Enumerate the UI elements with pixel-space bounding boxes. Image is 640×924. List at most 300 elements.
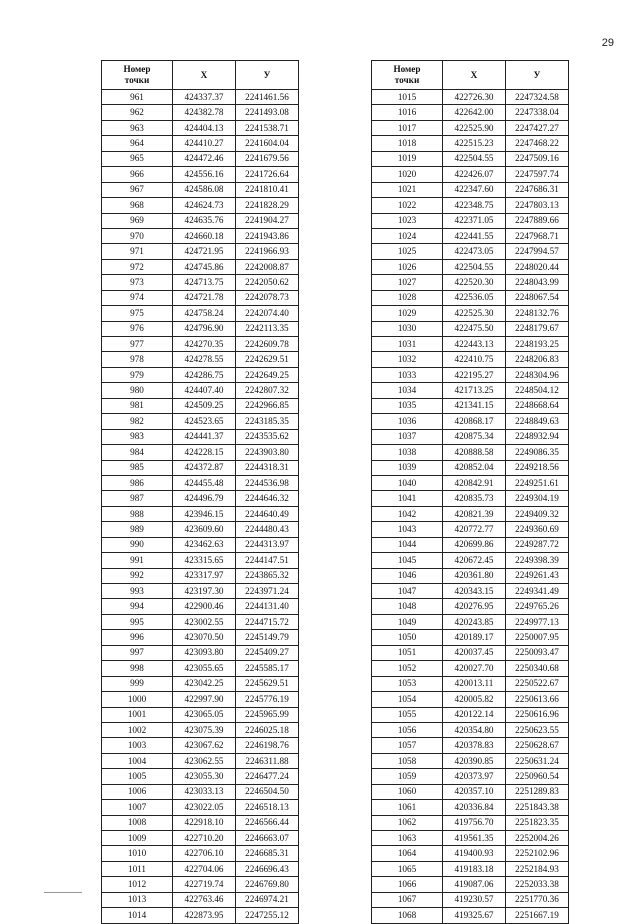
- table-row: [372, 568, 569, 583]
- table-row: [102, 306, 299, 321]
- point-number-cell: 1037: [372, 429, 443, 444]
- table-row: [102, 614, 299, 629]
- table-row: [372, 584, 569, 599]
- table-row: [372, 661, 569, 676]
- footer-rule: [44, 892, 82, 893]
- x-coordinate-cell: 422719.74: [173, 877, 236, 892]
- table-row: [372, 753, 569, 768]
- x-coordinate-cell: 422704.06: [173, 861, 236, 876]
- table-row: [102, 553, 299, 568]
- y-coordinate-cell: 2243903.80: [236, 445, 299, 460]
- x-coordinate-cell: 424635.76: [173, 213, 236, 228]
- x-coordinate-cell: 424286.75: [173, 367, 236, 382]
- x-coordinate-cell: 423042.25: [173, 676, 236, 691]
- x-coordinate-cell: 422473.05: [443, 244, 506, 259]
- x-coordinate-cell: 422410.75: [443, 352, 506, 367]
- table-row: [372, 460, 569, 475]
- y-coordinate-cell: 2245776.19: [236, 692, 299, 707]
- point-number-cell: 969: [102, 213, 173, 228]
- y-coordinate-cell: 2247803.13: [506, 198, 569, 213]
- point-number-cell: 1004: [102, 753, 173, 768]
- table-row: [372, 259, 569, 274]
- y-coordinate-cell: 2243535.62: [236, 429, 299, 444]
- x-coordinate-cell: 423002.55: [173, 614, 236, 629]
- x-coordinate-cell: 422348.75: [443, 198, 506, 213]
- table-row: [372, 352, 569, 367]
- point-number-cell: 982: [102, 414, 173, 429]
- table-row: [102, 676, 299, 691]
- y-coordinate-cell: 2251667.19: [506, 908, 569, 923]
- table-row: [102, 861, 299, 876]
- point-number-cell: 1028: [372, 290, 443, 305]
- y-coordinate-cell: 2243971.24: [236, 584, 299, 599]
- point-number-cell: 975: [102, 306, 173, 321]
- x-coordinate-cell: 422726.30: [443, 90, 506, 105]
- y-coordinate-cell: 2247968.71: [506, 228, 569, 243]
- table-row: [372, 367, 569, 382]
- x-coordinate-cell: 421341.15: [443, 398, 506, 413]
- table-row: [102, 445, 299, 460]
- x-coordinate-cell: 420005.82: [443, 692, 506, 707]
- point-number-cell: 1001: [102, 707, 173, 722]
- table-row: [372, 244, 569, 259]
- point-number-cell: 1016: [372, 105, 443, 120]
- x-coordinate-cell: 424407.40: [173, 383, 236, 398]
- y-coordinate-cell: 2247468.22: [506, 136, 569, 151]
- point-number-cell: 994: [102, 599, 173, 614]
- x-coordinate-cell: 423070.50: [173, 630, 236, 645]
- point-number-cell: 980: [102, 383, 173, 398]
- point-number-cell: 991: [102, 553, 173, 568]
- point-number-cell: 1044: [372, 537, 443, 552]
- x-coordinate-cell: 419561.35: [443, 831, 506, 846]
- table-row: [372, 738, 569, 753]
- y-coordinate-cell: 2249251.61: [506, 475, 569, 490]
- x-coordinate-cell: 423065.05: [173, 707, 236, 722]
- x-coordinate-cell: 424556.16: [173, 167, 236, 182]
- point-number-cell: 1018: [372, 136, 443, 151]
- table-row: [102, 151, 299, 166]
- point-number-header-line2: точки: [124, 75, 150, 85]
- x-coordinate-cell: 420821.39: [443, 506, 506, 521]
- point-number-cell: 1034: [372, 383, 443, 398]
- y-coordinate-cell: 2245629.51: [236, 676, 299, 691]
- y-coordinate-cell: 2244318.31: [236, 460, 299, 475]
- y-coordinate-cell: 2242629.51: [236, 352, 299, 367]
- table-row: [102, 120, 299, 135]
- point-number-cell: 977: [102, 337, 173, 352]
- point-number-cell: 1064: [372, 846, 443, 861]
- y-coordinate-cell: 2246974.21: [236, 892, 299, 907]
- x-coordinate-cell: 420373.97: [443, 769, 506, 784]
- y-coordinate-cell: 2247889.66: [506, 213, 569, 228]
- x-coordinate-cell: 420027.70: [443, 661, 506, 676]
- x-coordinate-cell: 424228.15: [173, 445, 236, 460]
- x-coordinate-cell: 422515.23: [443, 136, 506, 151]
- point-number-cell: 1040: [372, 475, 443, 490]
- y-coordinate-cell: 2251843.38: [506, 800, 569, 815]
- x-coordinate-cell: 424586.08: [173, 182, 236, 197]
- point-number-cell: 1000: [102, 692, 173, 707]
- point-number-cell: 1010: [102, 846, 173, 861]
- y-coordinate-cell: 2244640.49: [236, 506, 299, 521]
- x-coordinate-cell: 424382.78: [173, 105, 236, 120]
- point-number-cell: 986: [102, 475, 173, 490]
- y-coordinate-cell: 2247994.57: [506, 244, 569, 259]
- table-row: [372, 815, 569, 830]
- y-coordinate-cell: 2249765.26: [506, 599, 569, 614]
- point-number-cell: 965: [102, 151, 173, 166]
- point-number-cell: 1067: [372, 892, 443, 907]
- table-row: [372, 321, 569, 336]
- table-row: [102, 167, 299, 182]
- x-coordinate-cell: 423067.62: [173, 738, 236, 753]
- x-coordinate-cell: 423317.97: [173, 568, 236, 583]
- x-coordinate-cell: 424721.95: [173, 244, 236, 259]
- y-coordinate-cell: 2248043.99: [506, 275, 569, 290]
- point-number-cell: 974: [102, 290, 173, 305]
- x-coordinate-cell: 423022.05: [173, 800, 236, 815]
- table-row: [102, 738, 299, 753]
- y-coordinate-cell: 2248132.76: [506, 306, 569, 321]
- table-row: [372, 228, 569, 243]
- y-coordinate-cell: 2242609.78: [236, 337, 299, 352]
- x-coordinate-cell: 424472.46: [173, 151, 236, 166]
- point-number-cell: 1019: [372, 151, 443, 166]
- point-number-cell: 1032: [372, 352, 443, 367]
- point-number-cell: 989: [102, 522, 173, 537]
- table-row: [102, 182, 299, 197]
- table-row: [102, 506, 299, 521]
- table-row: [372, 861, 569, 876]
- y-coordinate-cell: 2251770.36: [506, 892, 569, 907]
- point-number-cell: 1066: [372, 877, 443, 892]
- x-coordinate-cell: 422525.30: [443, 306, 506, 321]
- table-row: [102, 599, 299, 614]
- table-row: [102, 815, 299, 830]
- y-coordinate-cell: 2250613.66: [506, 692, 569, 707]
- point-number-cell: 1030: [372, 321, 443, 336]
- y-coordinate-cell: 2242113.35: [236, 321, 299, 336]
- x-coordinate-cell: 422371.05: [443, 213, 506, 228]
- x-coordinate-cell: 424372.87: [173, 460, 236, 475]
- point-number-cell: 996: [102, 630, 173, 645]
- x-coordinate-cell: 420699.86: [443, 537, 506, 552]
- x-coordinate-cell: 423033.13: [173, 784, 236, 799]
- table-row: [102, 877, 299, 892]
- table-row: [372, 722, 569, 737]
- x-coordinate-cell: 422520.30: [443, 275, 506, 290]
- y-coordinate-cell: 2241943.86: [236, 228, 299, 243]
- y-coordinate-cell: 2249218.56: [506, 460, 569, 475]
- table-row: [372, 475, 569, 490]
- table-row: [372, 630, 569, 645]
- coordinates-table-left: [101, 60, 299, 924]
- point-number-cell: 1008: [102, 815, 173, 830]
- x-header: Х: [443, 61, 506, 90]
- x-coordinate-cell: 422195.27: [443, 367, 506, 382]
- point-number-cell: 1002: [102, 722, 173, 737]
- table-header-row: [372, 61, 569, 90]
- point-number-cell: 976: [102, 321, 173, 336]
- y-coordinate-cell: 2251823.35: [506, 815, 569, 830]
- table-row: [102, 908, 299, 923]
- point-number-cell: 993: [102, 584, 173, 599]
- y-coordinate-cell: 2249341.49: [506, 584, 569, 599]
- point-number-cell: 961: [102, 90, 173, 105]
- y-coordinate-cell: 2248179.67: [506, 321, 569, 336]
- table-row: [102, 568, 299, 583]
- x-coordinate-cell: 423462.63: [173, 537, 236, 552]
- y-coordinate-cell: 2249409.32: [506, 506, 569, 521]
- table-row: [372, 537, 569, 552]
- point-number-cell: 988: [102, 506, 173, 521]
- y-coordinate-cell: 2249360.69: [506, 522, 569, 537]
- x-coordinate-cell: 423093.80: [173, 645, 236, 660]
- y-coordinate-cell: 2249086.35: [506, 445, 569, 460]
- x-coordinate-cell: 422706.10: [173, 846, 236, 861]
- table-row: [102, 645, 299, 660]
- point-number-cell: 1047: [372, 584, 443, 599]
- x-coordinate-cell: 424278.55: [173, 352, 236, 367]
- point-number-cell: 1029: [372, 306, 443, 321]
- y-coordinate-cell: 2248932.94: [506, 429, 569, 444]
- point-number-cell: 998: [102, 661, 173, 676]
- point-number-cell: 1024: [372, 228, 443, 243]
- x-coordinate-cell: 419087.06: [443, 877, 506, 892]
- x-coordinate-cell: 422642.00: [443, 105, 506, 120]
- x-coordinate-cell: 422536.05: [443, 290, 506, 305]
- x-coordinate-cell: 424337.37: [173, 90, 236, 105]
- point-number-cell: 1036: [372, 414, 443, 429]
- y-coordinate-cell: 2248504.12: [506, 383, 569, 398]
- table-row: [102, 800, 299, 815]
- y-coordinate-cell: 2247686.31: [506, 182, 569, 197]
- point-number-cell: 966: [102, 167, 173, 182]
- table-row: [372, 506, 569, 521]
- x-coordinate-cell: 421713.25: [443, 383, 506, 398]
- point-number-cell: 1003: [102, 738, 173, 753]
- point-number-cell: 1026: [372, 259, 443, 274]
- y-coordinate-cell: 2250628.67: [506, 738, 569, 753]
- table-row: [372, 908, 569, 923]
- y-coordinate-cell: 2249304.19: [506, 491, 569, 506]
- table-row: [372, 398, 569, 413]
- table-row: [102, 352, 299, 367]
- table-row: [372, 599, 569, 614]
- x-coordinate-cell: 424713.75: [173, 275, 236, 290]
- table-header-row: [102, 61, 299, 90]
- y-coordinate-cell: 2249398.39: [506, 553, 569, 568]
- y-coordinate-cell: 2252033.38: [506, 877, 569, 892]
- table-row: [102, 90, 299, 105]
- x-coordinate-cell: 422347.60: [443, 182, 506, 197]
- point-number-cell: 1041: [372, 491, 443, 506]
- y-header: У: [236, 61, 299, 90]
- y-coordinate-cell: 2250631.24: [506, 753, 569, 768]
- table-row: [372, 306, 569, 321]
- table-row: [102, 475, 299, 490]
- point-number-cell: 1062: [372, 815, 443, 830]
- table-row: [102, 460, 299, 475]
- table-row: [372, 846, 569, 861]
- table-row: [102, 784, 299, 799]
- y-coordinate-cell: 2242078.73: [236, 290, 299, 305]
- x-coordinate-cell: 420037.45: [443, 645, 506, 660]
- y-coordinate-cell: 2241679.56: [236, 151, 299, 166]
- point-number-cell: 1025: [372, 244, 443, 259]
- table-row: [102, 290, 299, 305]
- table-row: [372, 491, 569, 506]
- point-number-cell: 999: [102, 676, 173, 691]
- y-coordinate-cell: 2250623.55: [506, 722, 569, 737]
- table-row: [102, 722, 299, 737]
- x-coordinate-cell: 424721.78: [173, 290, 236, 305]
- x-coordinate-cell: 424624.73: [173, 198, 236, 213]
- y-coordinate-cell: 2241726.64: [236, 167, 299, 182]
- table-row: [102, 383, 299, 398]
- point-number-cell: 1031: [372, 337, 443, 352]
- point-number-header-line1: Номер: [393, 64, 421, 74]
- table-row: [372, 383, 569, 398]
- table-row: [102, 661, 299, 676]
- point-number-header-line2: точки: [394, 75, 420, 85]
- point-number-cell: 1012: [102, 877, 173, 892]
- x-coordinate-cell: 423075.39: [173, 722, 236, 737]
- y-coordinate-cell: 2241538.71: [236, 120, 299, 135]
- x-coordinate-cell: 422426.07: [443, 167, 506, 182]
- table-row: [372, 120, 569, 135]
- y-coordinate-cell: 2242807.32: [236, 383, 299, 398]
- point-number-cell: 1055: [372, 707, 443, 722]
- table-row: [102, 398, 299, 413]
- table-row: [102, 198, 299, 213]
- table-row: [372, 800, 569, 815]
- y-coordinate-cell: 2248067.54: [506, 290, 569, 305]
- point-number-cell: 1043: [372, 522, 443, 537]
- y-coordinate-cell: 2245585.17: [236, 661, 299, 676]
- point-number-cell: 963: [102, 120, 173, 135]
- x-coordinate-cell: 420378.83: [443, 738, 506, 753]
- table-row: [372, 429, 569, 444]
- table-row: [102, 414, 299, 429]
- y-coordinate-cell: 2248304.96: [506, 367, 569, 382]
- table-row: [372, 290, 569, 305]
- table-row: [372, 645, 569, 660]
- y-coordinate-cell: 2250093.47: [506, 645, 569, 660]
- table-row: [372, 692, 569, 707]
- x-coordinate-cell: 424441.37: [173, 429, 236, 444]
- point-number-cell: 979: [102, 367, 173, 382]
- table-row: [372, 136, 569, 151]
- table-row: [372, 784, 569, 799]
- y-coordinate-cell: 2250007.95: [506, 630, 569, 645]
- y-coordinate-cell: 2244646.32: [236, 491, 299, 506]
- x-coordinate-cell: 419183.18: [443, 861, 506, 876]
- x-coordinate-cell: 420888.58: [443, 445, 506, 460]
- x-coordinate-cell: 420772.77: [443, 522, 506, 537]
- x-coordinate-cell: 422441.55: [443, 228, 506, 243]
- table-row: [372, 877, 569, 892]
- y-coordinate-cell: 2242966.85: [236, 398, 299, 413]
- y-coordinate-cell: 2249977.13: [506, 614, 569, 629]
- table-row: [102, 692, 299, 707]
- point-number-cell: 984: [102, 445, 173, 460]
- x-coordinate-cell: 420122.14: [443, 707, 506, 722]
- point-number-cell: 1065: [372, 861, 443, 876]
- y-coordinate-cell: 2245149.79: [236, 630, 299, 645]
- x-coordinate-cell: 420361.80: [443, 568, 506, 583]
- point-number-cell: 1035: [372, 398, 443, 413]
- point-number-cell: 995: [102, 614, 173, 629]
- y-coordinate-cell: 2246477.24: [236, 769, 299, 784]
- x-coordinate-cell: 420852.04: [443, 460, 506, 475]
- table-row: [372, 105, 569, 120]
- x-coordinate-cell: 423609.60: [173, 522, 236, 537]
- point-number-cell: 992: [102, 568, 173, 583]
- table-row: [102, 105, 299, 120]
- point-number-cell: 964: [102, 136, 173, 151]
- y-coordinate-cell: 2243185.35: [236, 414, 299, 429]
- point-number-cell: 985: [102, 460, 173, 475]
- point-number-cell: 1057: [372, 738, 443, 753]
- point-number-cell: 1005: [102, 769, 173, 784]
- x-coordinate-cell: 424758.24: [173, 306, 236, 321]
- point-number-cell: 1054: [372, 692, 443, 707]
- table-row: [102, 630, 299, 645]
- y-coordinate-cell: 2248193.25: [506, 337, 569, 352]
- y-coordinate-cell: 2250960.54: [506, 769, 569, 784]
- x-coordinate-cell: 424496.79: [173, 491, 236, 506]
- point-number-cell: 973: [102, 275, 173, 290]
- table-row: [102, 707, 299, 722]
- point-number-cell: 1014: [102, 908, 173, 923]
- point-number-header: [372, 61, 443, 90]
- table-row: [102, 769, 299, 784]
- table-row: [372, 275, 569, 290]
- page-number: 29: [601, 37, 614, 49]
- x-coordinate-cell: 424509.25: [173, 398, 236, 413]
- x-coordinate-cell: 422997.90: [173, 692, 236, 707]
- x-coordinate-cell: 424455.48: [173, 475, 236, 490]
- x-coordinate-cell: 420835.73: [443, 491, 506, 506]
- x-coordinate-cell: 420672.45: [443, 553, 506, 568]
- point-number-cell: 970: [102, 228, 173, 243]
- x-coordinate-cell: 422710.20: [173, 831, 236, 846]
- x-coordinate-cell: 420336.84: [443, 800, 506, 815]
- x-coordinate-cell: 422525.90: [443, 120, 506, 135]
- y-coordinate-cell: 2246663.07: [236, 831, 299, 846]
- y-coordinate-cell: 2241966.93: [236, 244, 299, 259]
- table-row: [372, 614, 569, 629]
- x-coordinate-cell: 424745.86: [173, 259, 236, 274]
- point-number-cell: 997: [102, 645, 173, 660]
- point-number-cell: 971: [102, 244, 173, 259]
- x-coordinate-cell: 422763.46: [173, 892, 236, 907]
- table-row: [102, 321, 299, 336]
- table-row: [102, 429, 299, 444]
- y-coordinate-cell: 2244131.40: [236, 599, 299, 614]
- y-coordinate-cell: 2241604.04: [236, 136, 299, 151]
- y-coordinate-cell: 2247509.16: [506, 151, 569, 166]
- y-header: У: [506, 61, 569, 90]
- x-coordinate-cell: 424523.65: [173, 414, 236, 429]
- y-coordinate-cell: 2249261.43: [506, 568, 569, 583]
- table-row: [102, 522, 299, 537]
- x-coordinate-cell: 420842.91: [443, 475, 506, 490]
- point-number-cell: 1027: [372, 275, 443, 290]
- x-coordinate-cell: 423055.65: [173, 661, 236, 676]
